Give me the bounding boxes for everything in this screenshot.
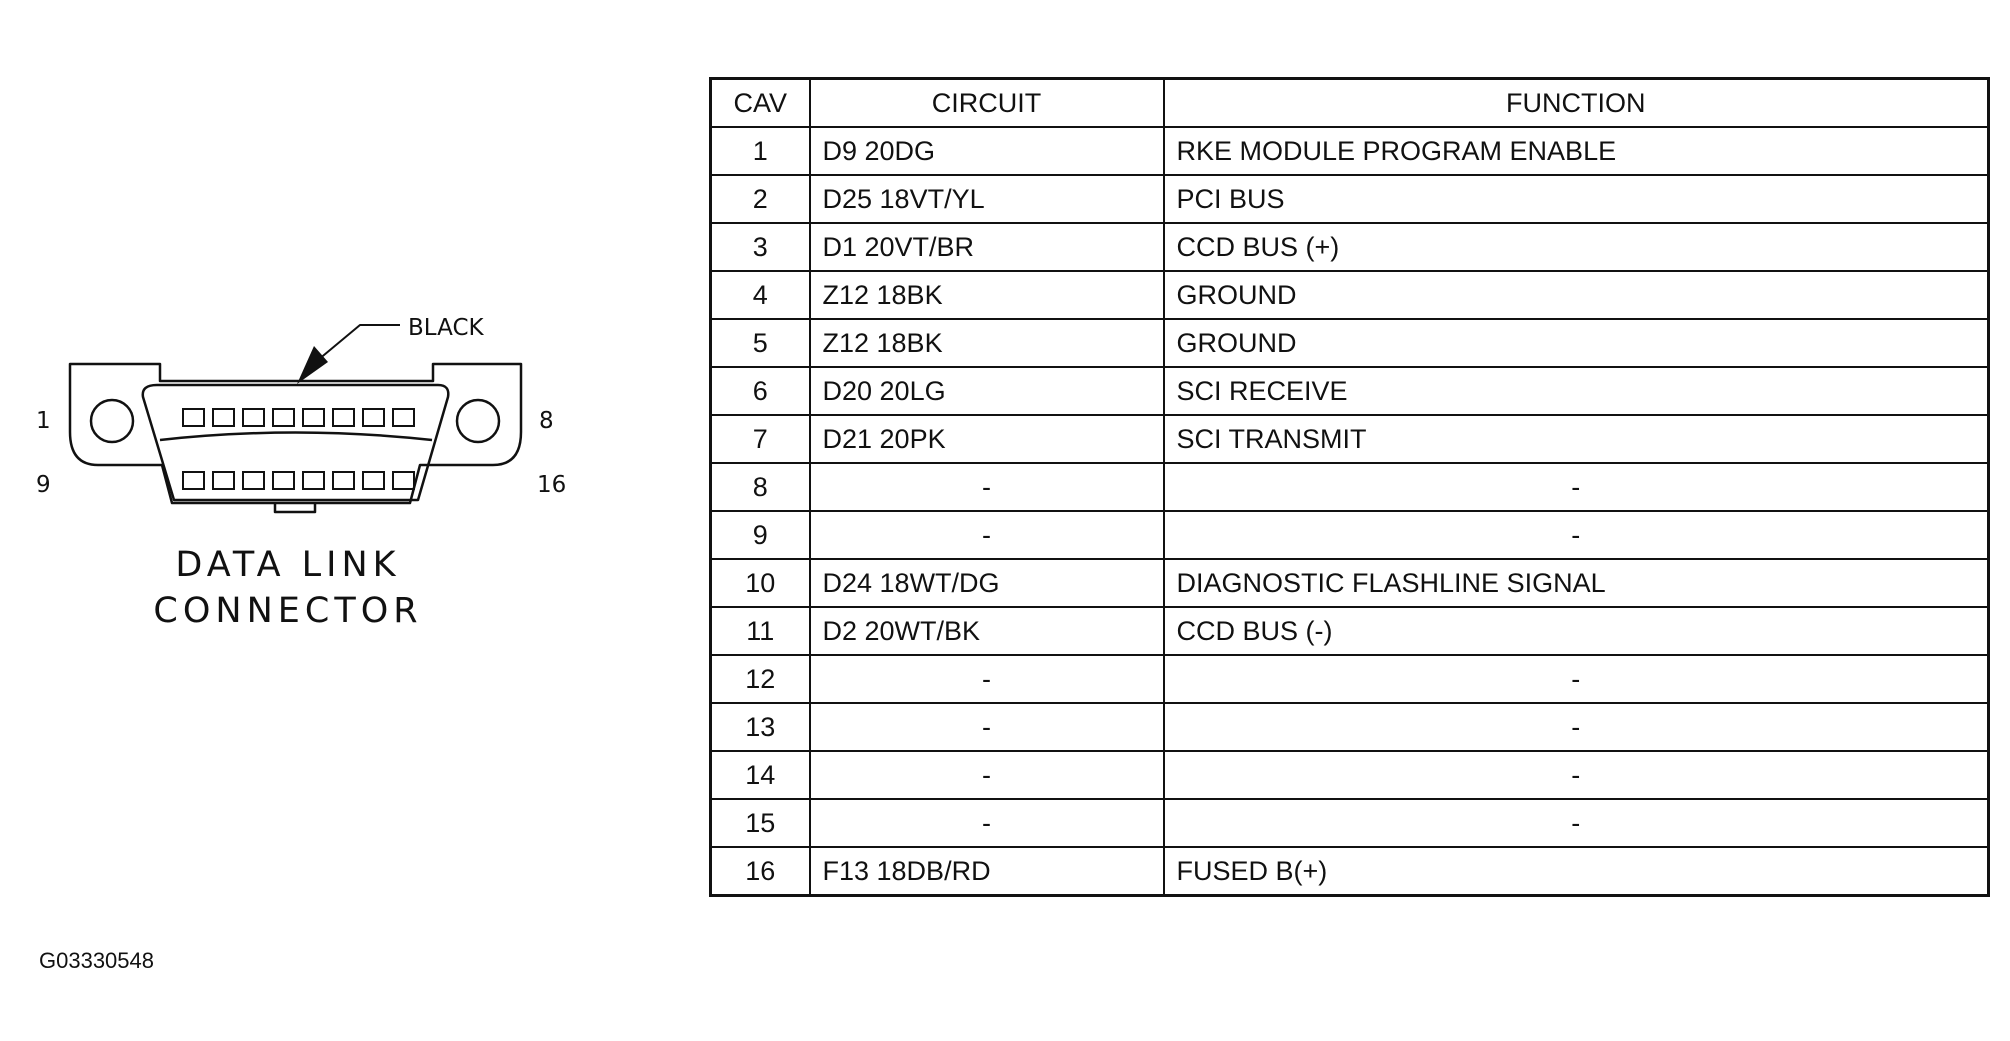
table-row [711, 847, 1989, 896]
function-cell: CCD BUS (+) [1164, 223, 1989, 271]
table-row [711, 367, 1989, 415]
table-row [711, 655, 1989, 703]
circuit-cell: F13 18DB/RD [810, 847, 1164, 896]
right-mounting-hole [457, 400, 499, 442]
connector-diagram [0, 0, 700, 700]
top-pin-cavity [303, 409, 324, 426]
cav-cell: 16 [711, 847, 810, 896]
top-pin-cavity [273, 409, 294, 426]
header-function: FUNCTION [1164, 79, 1989, 128]
cav-cell: 8 [711, 463, 810, 511]
bottom-pin-cavity [183, 472, 204, 489]
circuit-cell: D21 20PK [810, 415, 1164, 463]
circuit-cell: D25 18VT/YL [810, 175, 1164, 223]
function-cell: SCI RECEIVE [1164, 367, 1989, 415]
table-row [711, 319, 1989, 367]
bottom-pin-row [183, 472, 414, 489]
top-pin-cavity [333, 409, 354, 426]
pin-out-table [709, 77, 1990, 897]
top-pin-cavity [213, 409, 234, 426]
pin-16-label: 16 [537, 472, 567, 498]
table-row [711, 511, 1989, 559]
function-cell: - [1164, 799, 1989, 847]
function-cell: DIAGNOSTIC FLASHLINE SIGNAL [1164, 559, 1989, 607]
pin-9-label: 9 [36, 472, 51, 498]
function-cell: SCI TRANSMIT [1164, 415, 1989, 463]
cav-cell: 9 [711, 511, 810, 559]
connector-insert [143, 385, 449, 500]
cav-cell: 7 [711, 415, 810, 463]
circuit-cell: Z12 18BK [810, 319, 1164, 367]
function-cell: RKE MODULE PROGRAM ENABLE [1164, 127, 1989, 175]
latch-tab [275, 503, 315, 512]
table-row [711, 703, 1989, 751]
circuit-cell: D1 20VT/BR [810, 223, 1164, 271]
function-cell: PCI BUS [1164, 175, 1989, 223]
table-row [711, 415, 1989, 463]
circuit-cell: D2 20WT/BK [810, 607, 1164, 655]
cav-cell: 6 [711, 367, 810, 415]
table-row [711, 175, 1989, 223]
circuit-cell: - [810, 703, 1164, 751]
pin-1-label: 1 [36, 408, 51, 434]
connector-title-line2: CONNECTOR [153, 591, 423, 631]
arrowhead [297, 346, 328, 384]
top-pin-cavity [393, 409, 414, 426]
cav-cell: 13 [711, 703, 810, 751]
pin-8-label: 8 [539, 408, 554, 434]
top-pin-cavity [243, 409, 264, 426]
table-row [711, 799, 1989, 847]
connector-title-line1: DATA LINK [175, 545, 401, 585]
function-cell: - [1164, 511, 1989, 559]
circuit-cell: - [810, 751, 1164, 799]
bottom-pin-cavity [303, 472, 324, 489]
cav-cell: 12 [711, 655, 810, 703]
cav-cell: 3 [711, 223, 810, 271]
circuit-cell: Z12 18BK [810, 271, 1164, 319]
bottom-pin-cavity [363, 472, 384, 489]
function-cell: - [1164, 655, 1989, 703]
cav-cell: 11 [711, 607, 810, 655]
table-row [711, 271, 1989, 319]
bottom-pin-cavity [393, 472, 414, 489]
circuit-cell: - [810, 655, 1164, 703]
circuit-cell: D9 20DG [810, 127, 1164, 175]
function-cell: FUSED B(+) [1164, 847, 1989, 896]
header-cav: CAV [711, 79, 810, 128]
cav-cell: 5 [711, 319, 810, 367]
cav-cell: 1 [711, 127, 810, 175]
pin-row-divider [160, 433, 432, 441]
circuit-cell: - [810, 463, 1164, 511]
circuit-cell: - [810, 799, 1164, 847]
function-cell: - [1164, 703, 1989, 751]
function-cell: - [1164, 463, 1989, 511]
function-cell: - [1164, 751, 1989, 799]
black-color-label: BLACK [408, 315, 484, 341]
circuit-cell: D24 18WT/DG [810, 559, 1164, 607]
function-cell: CCD BUS (-) [1164, 607, 1989, 655]
bottom-pin-cavity [273, 472, 294, 489]
top-pin-cavity [363, 409, 384, 426]
top-pin-row [183, 409, 414, 426]
cav-cell: 14 [711, 751, 810, 799]
table-row [711, 463, 1989, 511]
top-pin-cavity [183, 409, 204, 426]
table-row [711, 127, 1989, 175]
bottom-pin-cavity [333, 472, 354, 489]
cav-cell: 15 [711, 799, 810, 847]
table-header-row [711, 79, 1989, 128]
bottom-pin-cavity [213, 472, 234, 489]
left-mounting-hole [91, 400, 133, 442]
function-cell: GROUND [1164, 271, 1989, 319]
circuit-cell: - [810, 511, 1164, 559]
table-row [711, 607, 1989, 655]
cav-cell: 4 [711, 271, 810, 319]
table-row [711, 559, 1989, 607]
figure-id: G03330548 [39, 948, 154, 973]
function-cell: GROUND [1164, 319, 1989, 367]
table-row [711, 223, 1989, 271]
cav-cell: 2 [711, 175, 810, 223]
leader-line [318, 325, 400, 360]
bottom-pin-cavity [243, 472, 264, 489]
circuit-cell: D20 20LG [810, 367, 1164, 415]
cav-cell: 10 [711, 559, 810, 607]
table-row [711, 751, 1989, 799]
header-circuit: CIRCUIT [810, 79, 1164, 128]
